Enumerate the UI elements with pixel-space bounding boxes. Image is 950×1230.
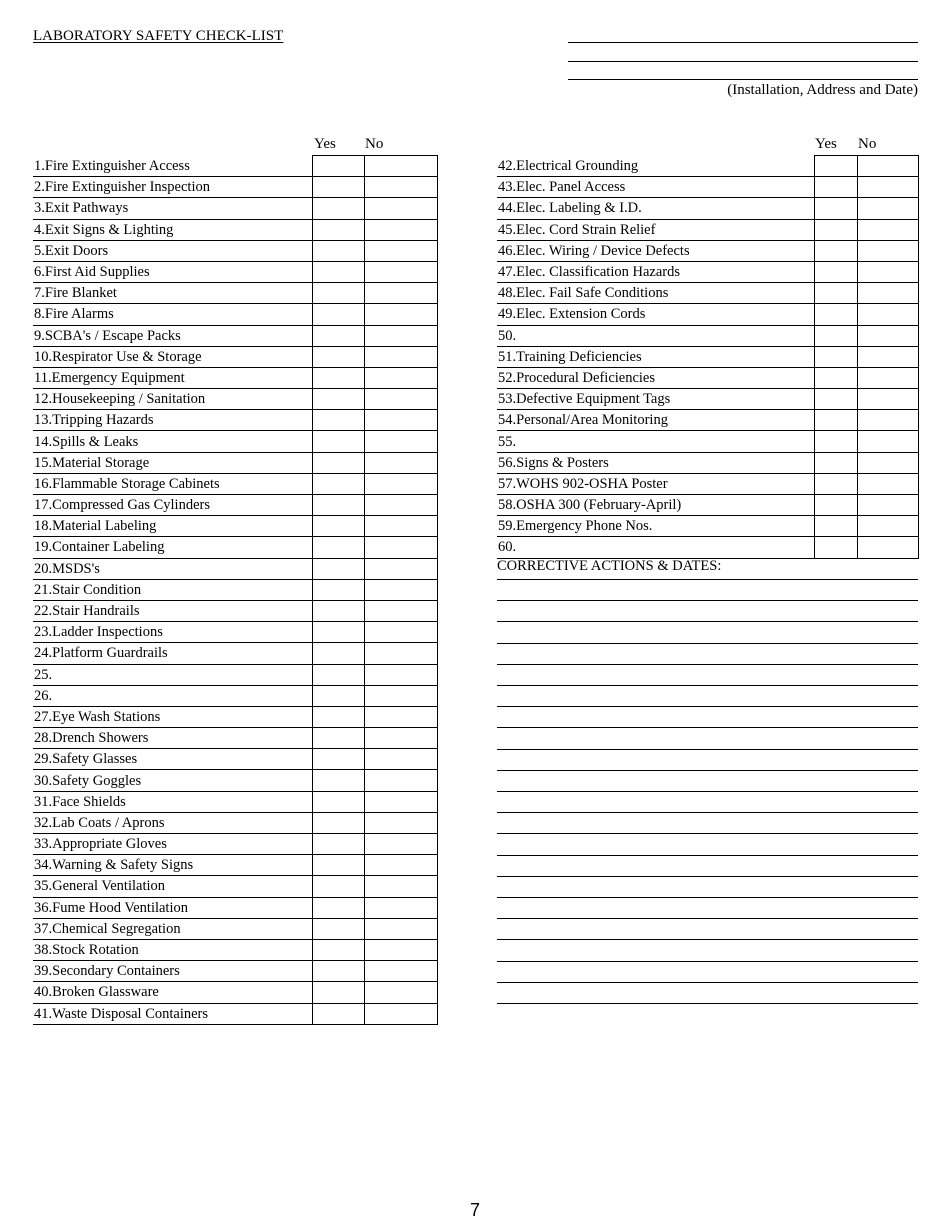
checklist-row xyxy=(33,537,437,558)
yes-checkbox[interactable] xyxy=(312,812,364,833)
no-checkbox[interactable] xyxy=(857,325,918,346)
checklist-item-label: 45.Elec. Cord Strain Relief xyxy=(497,219,814,240)
no-checkbox[interactable] xyxy=(857,473,918,494)
checklist-row xyxy=(497,516,918,537)
checklist-row xyxy=(33,431,437,452)
yes-checkbox[interactable] xyxy=(312,834,364,855)
checklist-row xyxy=(33,177,437,198)
no-checkbox[interactable] xyxy=(857,389,918,410)
no-checkbox[interactable] xyxy=(364,770,437,791)
checklist-row xyxy=(497,198,918,219)
checklist-item-label: 47.Elec. Classification Hazards xyxy=(497,261,814,282)
yes-checkbox[interactable] xyxy=(814,240,857,261)
yes-checkbox[interactable] xyxy=(312,728,364,749)
no-checkbox[interactable] xyxy=(364,812,437,833)
no-checkbox[interactable] xyxy=(364,1003,437,1024)
checklist-item-label: 19.Container Labeling xyxy=(33,537,312,558)
checklist-row xyxy=(33,643,437,664)
no-checkbox[interactable] xyxy=(364,749,437,770)
yes-checkbox[interactable] xyxy=(312,431,364,452)
no-checkbox[interactable] xyxy=(857,346,918,367)
checklist-item-label: 4.Exit Signs & Lighting xyxy=(33,219,312,240)
no-checkbox[interactable] xyxy=(857,431,918,452)
yes-checkbox[interactable] xyxy=(814,283,857,304)
corrective-action-line[interactable] xyxy=(497,749,918,750)
corrective-action-line[interactable] xyxy=(497,812,918,813)
checklist-item-label: 48.Elec. Fail Safe Conditions xyxy=(497,283,814,304)
checklist-row xyxy=(33,728,437,749)
no-checkbox[interactable] xyxy=(364,261,437,282)
checklist-item-label: 3.Exit Pathways xyxy=(33,198,312,219)
yes-checkbox[interactable] xyxy=(312,600,364,621)
checklist-item-label: 27.Eye Wash Stations xyxy=(33,706,312,727)
checklist-row xyxy=(497,389,918,410)
no-checkbox[interactable] xyxy=(364,834,437,855)
checklist-row xyxy=(33,939,437,960)
checklist-item-label: 35.General Ventilation xyxy=(33,876,312,897)
checklist-item-label: 57.WOHS 902-OSHA Poster xyxy=(497,473,814,494)
yes-checkbox[interactable] xyxy=(312,961,364,982)
checklist-item-label: 17.Compressed Gas Cylinders xyxy=(33,495,312,516)
no-checkbox[interactable] xyxy=(364,643,437,664)
no-checkbox[interactable] xyxy=(857,495,918,516)
checklist-row xyxy=(497,473,918,494)
checklist-item-label: 52.Procedural Deficiencies xyxy=(497,367,814,388)
checklist-item-label: 21.Stair Condition xyxy=(33,579,312,600)
no-checkbox[interactable] xyxy=(364,346,437,367)
no-checkbox[interactable] xyxy=(364,706,437,727)
no-checkbox[interactable] xyxy=(364,389,437,410)
checklist-row xyxy=(33,1003,437,1024)
checklist-row xyxy=(33,834,437,855)
no-checkbox[interactable] xyxy=(364,622,437,643)
no-checkbox[interactable] xyxy=(364,516,437,537)
yes-checkbox[interactable] xyxy=(312,495,364,516)
corrective-action-line[interactable] xyxy=(497,706,918,707)
left-yes-header: Yes xyxy=(314,136,336,152)
address-caption: (Installation, Address and Date) xyxy=(727,82,918,98)
yes-checkbox[interactable] xyxy=(814,219,857,240)
checklist-item-label: 11.Emergency Equipment xyxy=(33,367,312,388)
yes-checkbox[interactable] xyxy=(312,304,364,325)
address-field-line-1[interactable] xyxy=(568,42,918,43)
yes-checkbox[interactable] xyxy=(814,431,857,452)
checklist-item-label: 25. xyxy=(33,664,312,685)
checklist-item-label: 20.MSDS's xyxy=(33,558,312,579)
checklist-item-label: 29.Safety Glasses xyxy=(33,749,312,770)
checklist-row xyxy=(33,622,437,643)
no-checkbox[interactable] xyxy=(857,283,918,304)
no-checkbox[interactable] xyxy=(364,177,437,198)
checklist-row xyxy=(33,495,437,516)
no-checkbox[interactable] xyxy=(364,939,437,960)
checklist-item-label: 6.First Aid Supplies xyxy=(33,261,312,282)
checklist-item-label: 37.Chemical Segregation xyxy=(33,918,312,939)
checklist-row xyxy=(33,918,437,939)
checklist-row xyxy=(33,876,437,897)
corrective-action-line[interactable] xyxy=(497,918,918,919)
no-checkbox[interactable] xyxy=(364,855,437,876)
checklist-row xyxy=(497,537,918,558)
checklist-row xyxy=(33,240,437,261)
no-checkbox[interactable] xyxy=(364,198,437,219)
checklist-row xyxy=(33,219,437,240)
checklist-row xyxy=(497,410,918,431)
address-field-line-3[interactable] xyxy=(568,79,918,80)
checklist-row xyxy=(33,346,437,367)
page-number: 7 xyxy=(469,1200,480,1220)
no-checkbox[interactable] xyxy=(857,367,918,388)
checklist-item-label: 34.Warning & Safety Signs xyxy=(33,855,312,876)
yes-checkbox[interactable] xyxy=(312,177,364,198)
no-checkbox[interactable] xyxy=(857,177,918,198)
yes-checkbox[interactable] xyxy=(312,558,364,579)
yes-checkbox[interactable] xyxy=(312,389,364,410)
checklist-row xyxy=(33,812,437,833)
checklist-row xyxy=(33,579,437,600)
checklist-item-label: 44.Elec. Labeling & I.D. xyxy=(497,198,814,219)
checklist-item-label: 22.Stair Handrails xyxy=(33,600,312,621)
no-checkbox[interactable] xyxy=(364,897,437,918)
checklist-row xyxy=(33,600,437,621)
no-checkbox[interactable] xyxy=(364,410,437,431)
checklist-item-label: 23.Ladder Inspections xyxy=(33,622,312,643)
yes-checkbox[interactable] xyxy=(814,198,857,219)
no-checkbox[interactable] xyxy=(364,219,437,240)
checklist-row xyxy=(497,325,918,346)
no-checkbox[interactable] xyxy=(857,156,918,177)
yes-checkbox[interactable] xyxy=(814,325,857,346)
checklist-item-label: 18.Material Labeling xyxy=(33,516,312,537)
no-checkbox[interactable] xyxy=(364,367,437,388)
checklist-item-label: 31.Face Shields xyxy=(33,791,312,812)
checklist-row xyxy=(33,410,437,431)
yes-checkbox[interactable] xyxy=(312,219,364,240)
checklist-item-label: 51.Training Deficiencies xyxy=(497,346,814,367)
yes-checkbox[interactable] xyxy=(312,261,364,282)
no-checkbox[interactable] xyxy=(364,240,437,261)
corrective-action-line[interactable] xyxy=(497,1003,918,1004)
no-checkbox[interactable] xyxy=(857,410,918,431)
corrective-action-line[interactable] xyxy=(497,579,918,580)
checklist-row xyxy=(497,495,918,516)
checklist-item-label: 8.Fire Alarms xyxy=(33,304,312,325)
checklist-row xyxy=(33,516,437,537)
checklist-item-label: 55. xyxy=(497,431,814,452)
no-checkbox[interactable] xyxy=(857,516,918,537)
checklist-item-label: 14.Spills & Leaks xyxy=(33,431,312,452)
checklist-row xyxy=(497,156,918,177)
checklist-row xyxy=(33,283,437,304)
no-checkbox[interactable] xyxy=(364,685,437,706)
yes-checkbox[interactable] xyxy=(814,495,857,516)
corrective-actions-title: CORRECTIVE ACTIONS & DATES: xyxy=(497,558,722,574)
checklist-item-label: 53.Defective Equipment Tags xyxy=(497,389,814,410)
no-checkbox[interactable] xyxy=(364,156,437,177)
right-checklist-table xyxy=(497,155,919,559)
checklist-item-label: 28.Drench Showers xyxy=(33,728,312,749)
left-no-header: No xyxy=(365,136,384,152)
checklist-item-label: 49.Elec. Extension Cords xyxy=(497,304,814,325)
checklist-row xyxy=(33,198,437,219)
no-checkbox[interactable] xyxy=(857,261,918,282)
checklist-item-label: 54.Personal/Area Monitoring xyxy=(497,410,814,431)
checklist-item-label: 60. xyxy=(497,537,814,558)
checklist-item-label: 1.Fire Extinguisher Access xyxy=(33,156,312,177)
checklist-item-label: 30.Safety Goggles xyxy=(33,770,312,791)
yes-checkbox[interactable] xyxy=(814,346,857,367)
checklist-item-label: 43.Elec. Panel Access xyxy=(497,177,814,198)
checklist-item-label: 50. xyxy=(497,325,814,346)
checklist-row xyxy=(497,431,918,452)
no-checkbox[interactable] xyxy=(364,961,437,982)
no-checkbox[interactable] xyxy=(364,431,437,452)
checklist-item-label: 59.Emergency Phone Nos. xyxy=(497,516,814,537)
yes-checkbox[interactable] xyxy=(312,325,364,346)
no-checkbox[interactable] xyxy=(364,579,437,600)
yes-checkbox[interactable] xyxy=(312,982,364,1003)
checklist-row xyxy=(497,452,918,473)
yes-checkbox[interactable] xyxy=(814,177,857,198)
yes-checkbox[interactable] xyxy=(312,855,364,876)
corrective-action-line[interactable] xyxy=(497,897,918,898)
corrective-action-line[interactable] xyxy=(497,770,918,771)
corrective-action-line[interactable] xyxy=(497,939,918,940)
yes-checkbox[interactable] xyxy=(312,876,364,897)
checklist-row xyxy=(33,685,437,706)
yes-checkbox[interactable] xyxy=(312,367,364,388)
checklist-item-label: 26. xyxy=(33,685,312,706)
checklist-row xyxy=(33,706,437,727)
checklist-row xyxy=(33,452,437,473)
checklist-row xyxy=(497,261,918,282)
yes-checkbox[interactable] xyxy=(312,791,364,812)
yes-checkbox[interactable] xyxy=(312,685,364,706)
right-no-header: No xyxy=(858,136,877,152)
yes-checkbox[interactable] xyxy=(312,918,364,939)
yes-checkbox[interactable] xyxy=(312,410,364,431)
no-checkbox[interactable] xyxy=(364,728,437,749)
yes-checkbox[interactable] xyxy=(312,537,364,558)
left-checklist-table xyxy=(33,155,438,1025)
no-checkbox[interactable] xyxy=(364,473,437,494)
checklist-row xyxy=(33,473,437,494)
checklist-row xyxy=(33,304,437,325)
right-yes-header: Yes xyxy=(815,136,837,152)
checklist-item-label: 41.Waste Disposal Containers xyxy=(33,1003,312,1024)
yes-checkbox[interactable] xyxy=(312,452,364,473)
checklist-item-label: 32.Lab Coats / Aprons xyxy=(33,812,312,833)
no-checkbox[interactable] xyxy=(364,876,437,897)
no-checkbox[interactable] xyxy=(857,537,918,558)
checklist-item-label: 58.OSHA 300 (February-April) xyxy=(497,495,814,516)
yes-checkbox[interactable] xyxy=(312,283,364,304)
checklist-item-label: 2.Fire Extinguisher Inspection xyxy=(33,177,312,198)
no-checkbox[interactable] xyxy=(364,283,437,304)
checklist-row xyxy=(33,367,437,388)
corrective-action-line[interactable] xyxy=(497,961,918,962)
no-checkbox[interactable] xyxy=(857,219,918,240)
checklist-item-label: 33.Appropriate Gloves xyxy=(33,834,312,855)
no-checkbox[interactable] xyxy=(364,304,437,325)
corrective-action-line[interactable] xyxy=(497,664,918,665)
no-checkbox[interactable] xyxy=(364,495,437,516)
checklist-row xyxy=(497,219,918,240)
yes-checkbox[interactable] xyxy=(312,706,364,727)
no-checkbox[interactable] xyxy=(364,537,437,558)
checklist-item-label: 42.Electrical Grounding xyxy=(497,156,814,177)
corrective-action-line[interactable] xyxy=(497,855,918,856)
checklist-row xyxy=(33,325,437,346)
yes-checkbox[interactable] xyxy=(312,346,364,367)
checklist-row xyxy=(33,791,437,812)
checklist-item-label: 15.Material Storage xyxy=(33,452,312,473)
corrective-action-line[interactable] xyxy=(497,621,918,622)
yes-checkbox[interactable] xyxy=(814,304,857,325)
yes-checkbox[interactable] xyxy=(312,156,364,177)
yes-checkbox[interactable] xyxy=(312,1003,364,1024)
checklist-row xyxy=(497,367,918,388)
checklist-row xyxy=(497,283,918,304)
yes-checkbox[interactable] xyxy=(814,516,857,537)
checklist-row xyxy=(33,261,437,282)
checklist-row xyxy=(33,961,437,982)
checklist-item-label: 46.Elec. Wiring / Device Defects xyxy=(497,240,814,261)
yes-checkbox[interactable] xyxy=(814,473,857,494)
checklist-item-label: 16.Flammable Storage Cabinets xyxy=(33,473,312,494)
checklist-row xyxy=(33,558,437,579)
checklist-row xyxy=(33,855,437,876)
yes-checkbox[interactable] xyxy=(814,261,857,282)
no-checkbox[interactable] xyxy=(364,664,437,685)
corrective-action-line[interactable] xyxy=(497,643,918,644)
no-checkbox[interactable] xyxy=(364,918,437,939)
corrective-action-line[interactable] xyxy=(497,833,918,834)
yes-checkbox[interactable] xyxy=(814,537,857,558)
yes-checkbox[interactable] xyxy=(312,473,364,494)
checklist-item-label: 7.Fire Blanket xyxy=(33,283,312,304)
yes-checkbox[interactable] xyxy=(312,939,364,960)
checklist-row xyxy=(497,304,918,325)
checklist-row xyxy=(33,897,437,918)
checklist-item-label: 12.Housekeeping / Sanitation xyxy=(33,389,312,410)
checklist-item-label: 56.Signs & Posters xyxy=(497,452,814,473)
checklist-row xyxy=(33,664,437,685)
checklist-item-label: 24.Platform Guardrails xyxy=(33,643,312,664)
yes-checkbox[interactable] xyxy=(312,579,364,600)
yes-checkbox[interactable] xyxy=(312,897,364,918)
yes-checkbox[interactable] xyxy=(312,516,364,537)
yes-checkbox[interactable] xyxy=(312,622,364,643)
checklist-item-label: 13.Tripping Hazards xyxy=(33,410,312,431)
yes-checkbox[interactable] xyxy=(312,749,364,770)
corrective-action-line[interactable] xyxy=(497,727,918,728)
checklist-item-label: 39.Secondary Containers xyxy=(33,961,312,982)
yes-checkbox[interactable] xyxy=(814,410,857,431)
no-checkbox[interactable] xyxy=(364,982,437,1003)
checklist-item-label: 36.Fume Hood Ventilation xyxy=(33,897,312,918)
checklist-item-label: 5.Exit Doors xyxy=(33,240,312,261)
yes-checkbox[interactable] xyxy=(814,389,857,410)
checklist-row xyxy=(33,749,437,770)
corrective-action-line[interactable] xyxy=(497,791,918,792)
checklist-row xyxy=(497,177,918,198)
corrective-action-line[interactable] xyxy=(497,982,918,983)
checklist-item-label: 10.Respirator Use & Storage xyxy=(33,346,312,367)
checklist-item-label: 38.Stock Rotation xyxy=(33,939,312,960)
no-checkbox[interactable] xyxy=(364,558,437,579)
no-checkbox[interactable] xyxy=(364,791,437,812)
page-title: LABORATORY SAFETY CHECK-LIST xyxy=(33,28,284,44)
yes-checkbox[interactable] xyxy=(312,664,364,685)
yes-checkbox[interactable] xyxy=(814,367,857,388)
checklist-item-label: 9.SCBA's / Escape Packs xyxy=(33,325,312,346)
yes-checkbox[interactable] xyxy=(312,198,364,219)
checklist-row xyxy=(33,770,437,791)
checklist-row xyxy=(497,346,918,367)
no-checkbox[interactable] xyxy=(857,198,918,219)
yes-checkbox[interactable] xyxy=(312,770,364,791)
no-checkbox[interactable] xyxy=(364,452,437,473)
yes-checkbox[interactable] xyxy=(312,643,364,664)
checklist-row xyxy=(33,389,437,410)
yes-checkbox[interactable] xyxy=(312,240,364,261)
no-checkbox[interactable] xyxy=(857,240,918,261)
checklist-item-label: 40.Broken Glassware xyxy=(33,982,312,1003)
corrective-action-line[interactable] xyxy=(497,600,918,601)
yes-checkbox[interactable] xyxy=(814,156,857,177)
no-checkbox[interactable] xyxy=(857,304,918,325)
address-field-line-2[interactable] xyxy=(568,61,918,62)
checklist-row xyxy=(497,240,918,261)
checklist-row xyxy=(33,156,437,177)
corrective-action-line[interactable] xyxy=(497,685,918,686)
no-checkbox[interactable] xyxy=(857,452,918,473)
yes-checkbox[interactable] xyxy=(814,452,857,473)
no-checkbox[interactable] xyxy=(364,325,437,346)
no-checkbox[interactable] xyxy=(364,600,437,621)
checklist-row xyxy=(33,982,437,1003)
corrective-action-line[interactable] xyxy=(497,876,918,877)
